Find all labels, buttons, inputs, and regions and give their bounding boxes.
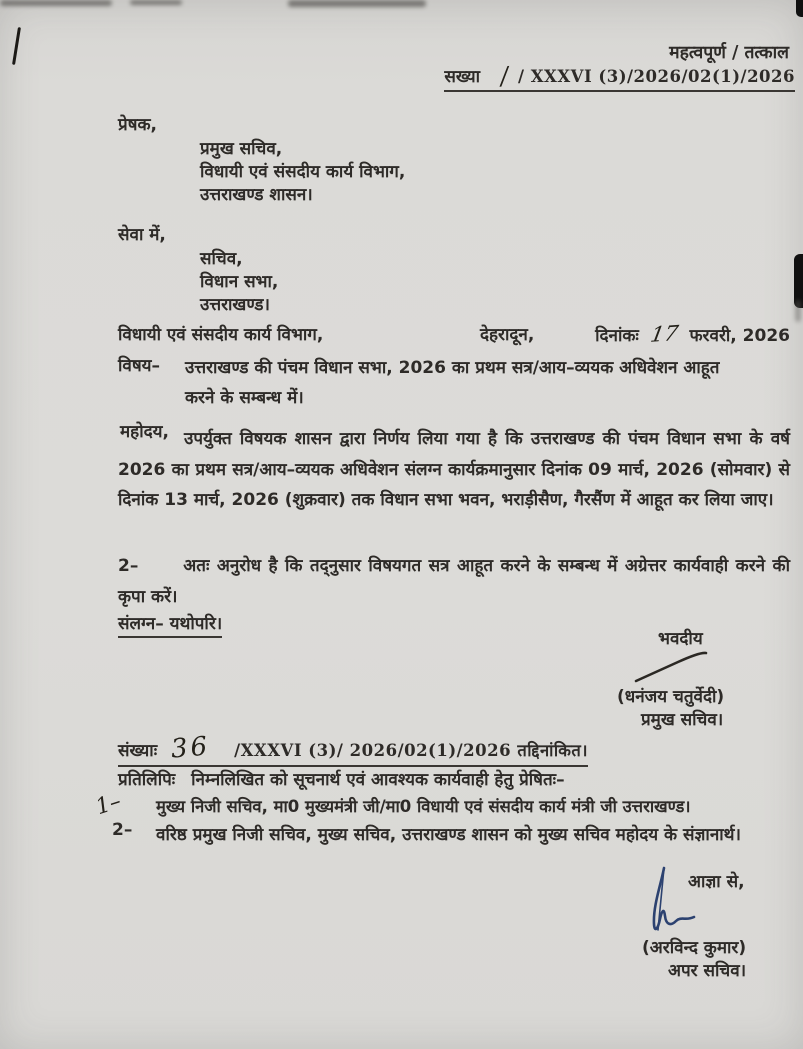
salutation: महोदय, — [120, 422, 169, 442]
copy-item-1-text: मुख्य निजी सचिव, मा0 मुख्यमंत्री जी/मा0 विधायी एवं संसदीय कार्य मंत्री जी उत्तराखण्ड। — [156, 797, 691, 816]
subject-label: विषय– — [118, 356, 161, 376]
sender-line-2: विधायी एवं संसदीय कार्य विभाग, — [200, 162, 406, 182]
ref-label: सख्या — [444, 67, 481, 87]
signature-stroke-dhananjay — [632, 650, 710, 684]
ref-value: / XXXVI (3)/2026/02(1)/2026 — [517, 67, 795, 86]
copy-item-1-number-handwritten: 1– — [92, 788, 125, 821]
recipient-line-2: विधान सभा, — [200, 272, 279, 292]
copy-number-handwritten: 36 — [169, 731, 212, 765]
recipient-block — [118, 222, 278, 317]
subject-line-2: करने के सम्बन्ध में। — [185, 388, 304, 408]
body-paragraph-2-number: 2– — [118, 556, 139, 576]
copy-item-1 — [92, 788, 796, 821]
sender-block — [118, 112, 405, 207]
sender-label: प्रेषक, — [118, 115, 158, 135]
scan-smudge-top-mid — [130, 0, 182, 5]
date-label: दिनांकः — [595, 326, 639, 346]
reference-number-line — [444, 60, 795, 92]
recipient-label: सेवा में, — [118, 225, 166, 245]
urgency-note: महत्वपूर्ण / तत्काल — [669, 43, 789, 63]
copy-number-label: संख्याः — [118, 741, 158, 761]
dateline-department: विधायी एवं संसदीय कार्य विभाग, — [118, 325, 324, 345]
scan-edge-shadow — [795, 300, 801, 322]
copy-intro-text: निम्नलिखित को सूचनार्थ एवं आवश्यक कार्यवाही हेतु प्रेषितः– — [191, 770, 565, 790]
copy-item-2-number: 2– — [112, 820, 133, 840]
body-paragraph-2 — [118, 551, 790, 612]
sender-line-1: प्रमुख सचिव, — [200, 139, 283, 159]
copy-number-line — [118, 733, 588, 767]
closing-word: भवदीय — [658, 629, 703, 649]
copy-item-2-text: वरिष्ठ प्रमुख निजी सचिव, मुख्य सचिव, उत्तराखण्ड शासन को मुख्य सचिव महोदय के संज्ञानार्थ। — [156, 825, 741, 845]
copy-label: प्रतिलिपिः — [118, 770, 176, 790]
ref-handwritten-slash: ∕ — [498, 61, 510, 91]
date-handwritten: 17 — [648, 321, 680, 347]
copy-number-rest: /XXXVI (3)/ 2026/02(1)/2026 तद्दिनांकित। — [234, 741, 589, 760]
recipient-line-1: सचिव, — [200, 249, 243, 269]
signature-stroke-arvind — [628, 864, 718, 940]
copy-intro-line — [118, 767, 565, 790]
signatory2-name: (अरविन्द कुमार) — [642, 938, 747, 958]
scan-smudge-top-right — [288, 0, 426, 7]
dateline-place: देहरादून, — [480, 325, 535, 345]
body-paragraph-2-text: अतः अनुरोध है कि तद्नुसार विषयगत सत्र आहूत करने के सम्बन्ध में अग्रेत्तर कार्यवाही करने की कृपा करें। — [118, 556, 791, 607]
sender-line-3: उत्तराखण्ड शासन। — [200, 185, 313, 205]
copy-item-2 — [112, 820, 790, 850]
signatory2-designation: अपर सचिव। — [668, 961, 747, 981]
subject-line-1: उत्तराखण्ड की पंचम विधान सभा, 2026 का प्रथम सत्र/आय–व्ययक अधिवेशन आहूत — [185, 358, 720, 378]
signatory1-name: (धनंजय चतुर्वेदी) — [617, 687, 725, 707]
pen-tick-mark — [12, 27, 21, 65]
dateline — [118, 322, 790, 345]
scan-smudge-top-left — [0, 0, 112, 6]
dateline-date — [595, 322, 790, 346]
body-paragraph-1: उपर्युक्त विषयक शासन द्वारा निर्णय लिया गया है कि उत्तराखण्ड की पंचम विधान सभा के वर्ष 2026 का प्रथम सत्र/आय–व्ययक अधिवेशन संलग्न कार्यक्रमानुसार दिनांक 09 मार्च, 2026 (सोमवार) से दिनांक 13 मार्च, 2026 (शुक्रवार) तक विधान सभा भवन, भराड़ीसैण, गैरसैंण में आहूत कर लिया जाए। — [118, 429, 790, 510]
enclosure-note: संलग्न– यथोपरि। — [118, 611, 222, 638]
recipient-line-3: उत्तराखण्ड। — [200, 295, 270, 315]
scan-edge-mark-corner — [796, 0, 803, 17]
by-order-text: आज्ञा से, — [688, 872, 745, 892]
signatory1-designation: प्रमुख सचिव। — [641, 710, 724, 730]
date-rest: फरवरी, 2026 — [689, 326, 790, 346]
subject-text — [185, 353, 791, 413]
